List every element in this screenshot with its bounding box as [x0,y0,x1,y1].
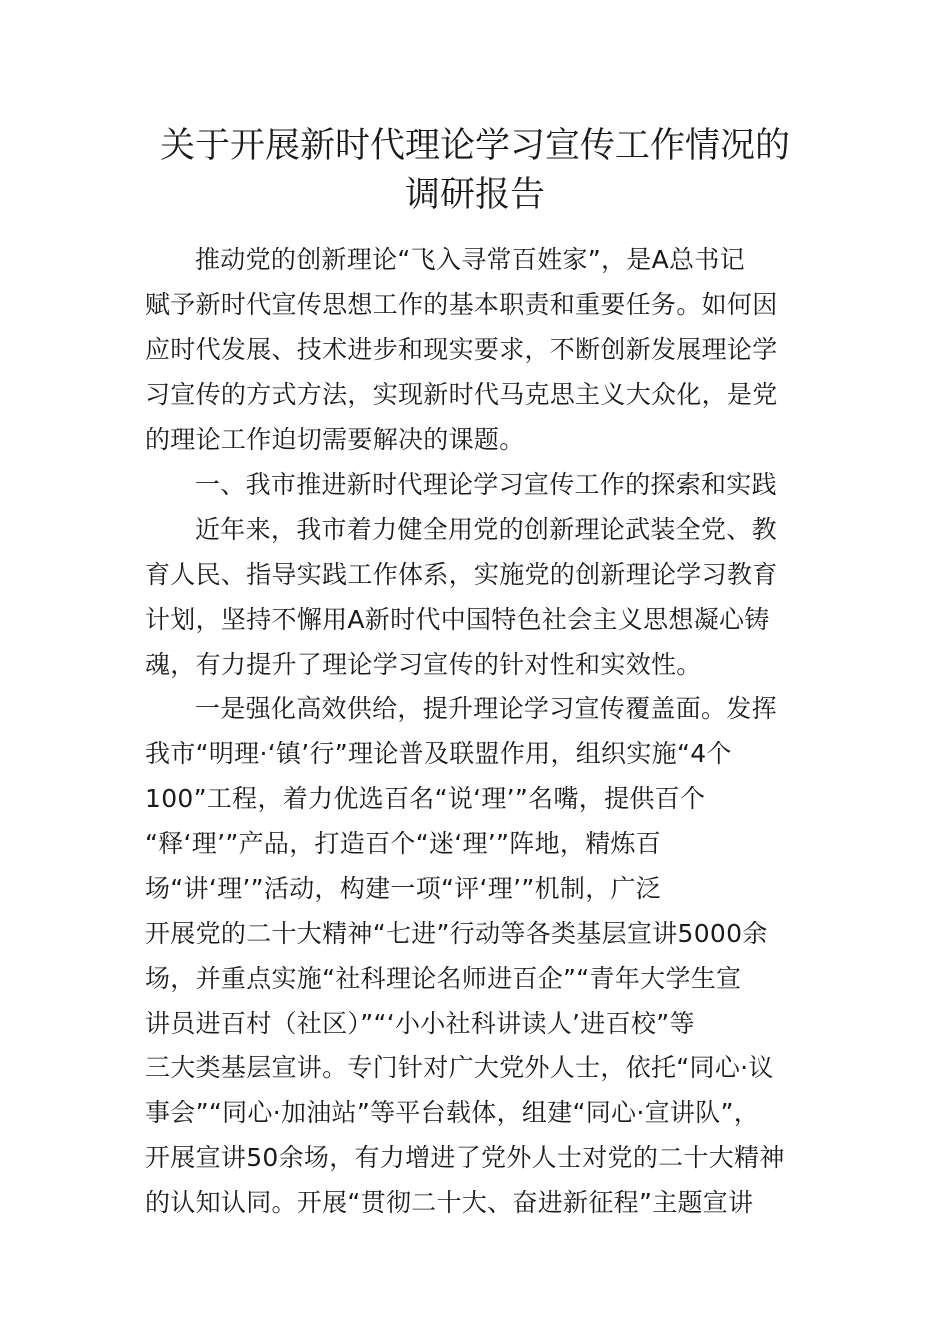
text-line: 100”工程，着力优选百名“说‘理’”名嘴，提供百个 [145,784,706,813]
text-line: 事会”“同心·加油站”等平台载体，组建“同心·宣讲队”， [145,1098,760,1127]
text-line: 一是强化高效供给，提升理论学习宣传覆盖面。发挥 [195,694,777,723]
text-line: 场“讲‘理’”活动，构建一项“评‘理’”机制，广泛 [145,874,662,903]
text-line: 推动党的创新理论“飞入寻常百姓家”，是A总书记 [195,245,745,274]
text-line: 习宣传的方式方法，实现新时代马克思主义大众化，是党 [145,380,778,409]
document-title-line-1: 关于开展新时代理论学习宣传工作情况的 [159,126,790,166]
text-line: 开展宣讲50余场，有力增进了党外人士对党的二十大精神 [145,1143,785,1172]
text-line: 赋予新时代宣传思想工作的基本职责和重要任务。如何因 [145,290,778,319]
text-line: 魂，有力提升了理论学习宣传的针对性和实效性。 [145,650,702,679]
text-line: 的认知认同。开展“贯彻二十大、奋进新征程”主题宣讲 [145,1188,754,1217]
text-line: 应时代发展、技术进步和现实要求，不断创新发展理论学 [145,335,778,364]
document-title-line-2: 调研报告 [404,175,545,215]
text-line: “释‘理’”产品，打造百个“迷‘理’”阵地，精炼百 [145,829,662,858]
text-line: 近年来，我市着力健全用党的创新理论武装全党、教 [195,515,777,544]
text-line: 讲员进百村（社区）”“‘小小社科讲读人’进百校”等 [145,1009,695,1038]
text-line: 计划，坚持不懈用A新时代中国特色社会主义思想凝心铸 [145,605,770,634]
text-line: 开展党的二十大精神“七进”行动等各类基层宣讲5000余 [145,919,768,948]
text-line: 我市“明理·‘镇’行”理论普及联盟作用，组织实施“4个 [145,739,732,768]
text-line: 三大类基层宣讲。专门针对广大党外人士，依托“同心·议 [145,1053,774,1082]
text-line: 育人民、指导实践工作体系，实施党的创新理论学习教育 [145,560,778,589]
text-line: 场，并重点实施“社科理论名师进百企”“青年大学生宣 [145,964,742,993]
section-heading: 一、我市推进新时代理论学习宣传工作的探索和实践 [195,470,777,499]
text-line: 的理论工作迫切需要解决的课题。 [145,425,525,454]
